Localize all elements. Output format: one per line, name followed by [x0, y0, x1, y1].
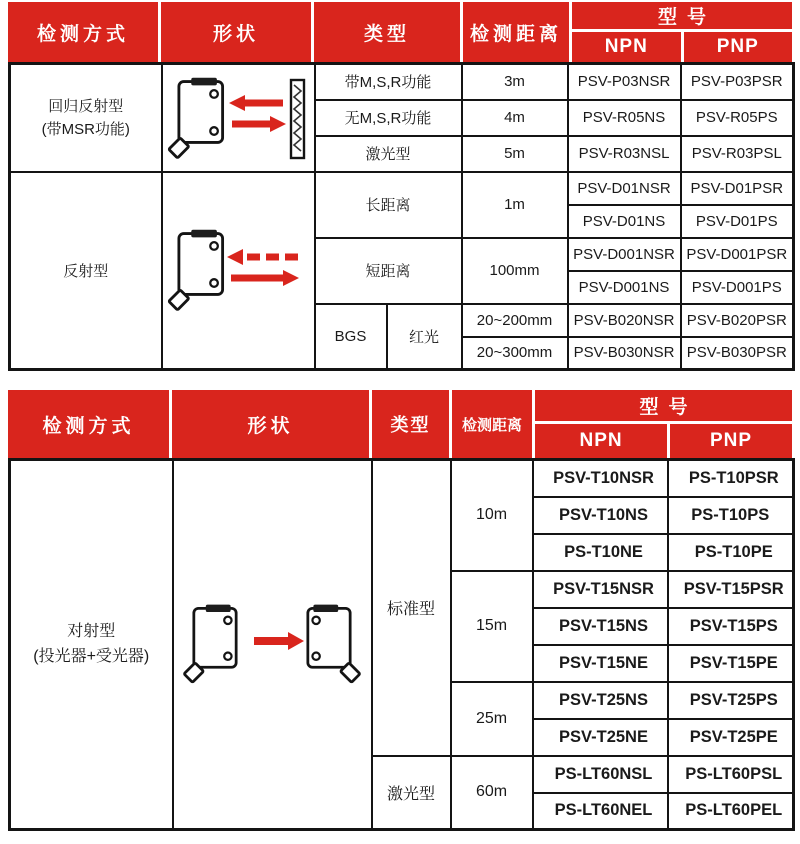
sensor-transmitter-icon	[184, 604, 236, 682]
model-pnp-cell: PS-LT60PSL	[668, 756, 794, 793]
type-bgs-cell: BGS	[315, 304, 387, 370]
model-npn-cell: PSV-D001NSR	[568, 238, 681, 271]
header-type	[372, 390, 449, 458]
sensor-icon	[169, 78, 223, 158]
model-pnp-cell: PSV-D01PS	[681, 205, 794, 238]
table1	[8, 62, 795, 371]
type-cell: 激光型	[315, 136, 462, 172]
model-npn-cell: PSV-D001NS	[568, 271, 681, 304]
header-distance	[452, 390, 532, 458]
model-pnp-cell: PSV-D01PSR	[681, 172, 794, 205]
header-model	[535, 390, 792, 458]
model-pnp-cell: PSV-B020PSR	[681, 304, 794, 337]
arrow-left-icon	[229, 95, 283, 111]
model-npn-cell: PSV-P03NSR	[568, 64, 681, 100]
model-pnp-cell: PSV-T15PE	[668, 645, 794, 682]
header-shape-label: 形状	[212, 23, 259, 45]
model-pnp-cell: PSV-T25PE	[668, 719, 794, 756]
model-pnp-cell: PSV-P03PSR	[681, 64, 794, 100]
header-method	[8, 390, 169, 458]
model-npn-cell: PSV-B020NSR	[568, 304, 681, 337]
header-model-split	[572, 29, 792, 62]
type-cell: 带M,S,R功能	[315, 64, 462, 100]
throughbeam-diagram-icon	[176, 593, 368, 697]
model-npn-cell: PSV-T10NSR	[533, 460, 668, 497]
type-cell: 短距离	[315, 238, 462, 304]
header-model-label: 型号	[639, 397, 698, 418]
header-shape	[172, 390, 369, 458]
distance-cell: 10m	[451, 460, 533, 571]
model-npn-cell: PS-LT60NSL	[533, 756, 668, 793]
arrow-right-icon	[231, 270, 299, 286]
header-distance	[463, 2, 569, 62]
header-type-label: 类型	[363, 23, 410, 45]
type-cell: 无M,S,R功能	[315, 100, 462, 136]
method-line1: 对射型	[67, 622, 116, 640]
model-pnp-cell: PS-LT60PEL	[668, 793, 794, 830]
table-row	[10, 172, 794, 205]
distance-cell: 4m	[462, 100, 568, 136]
method-cell-throughbeam	[10, 460, 173, 830]
header-method-label: 检测方式	[36, 23, 129, 45]
table2-header	[8, 390, 792, 458]
header-model	[572, 2, 792, 62]
model-npn-cell: PSV-D01NS	[568, 205, 681, 238]
table1-section	[8, 0, 792, 371]
model-pnp-cell: PSV-R03PSL	[681, 136, 794, 172]
type-standard-cell: 标准型	[372, 460, 451, 756]
method-cell-reflective: 反射型	[10, 172, 162, 370]
header-npn: NPN	[535, 424, 670, 458]
shape-cell-retroreflective	[162, 64, 315, 172]
method-line1: 回归反射型	[48, 97, 124, 115]
distance-cell: 60m	[451, 756, 533, 830]
header-model-label: 型号	[657, 7, 716, 28]
type-cell: 长距离	[315, 172, 462, 238]
distance-cell: 5m	[462, 136, 568, 172]
model-pnp-cell: PSV-R05PS	[681, 100, 794, 136]
header-method	[8, 2, 158, 62]
distance-cell: 100mm	[462, 238, 568, 304]
distance-cell: 3m	[462, 64, 568, 100]
distance-cell: 20~200mm	[462, 304, 568, 337]
model-npn-cell: PSV-T15NE	[533, 645, 668, 682]
model-pnp-cell: PSV-T15PS	[668, 608, 794, 645]
model-npn-cell: PSV-T15NS	[533, 608, 668, 645]
shape-cell-reflective	[162, 172, 315, 370]
header-shape	[161, 2, 311, 62]
table2	[8, 458, 795, 831]
method-line2: (投光器+受光器)	[33, 647, 150, 665]
type-redlight-cell: 红光	[387, 304, 462, 370]
method-line2: (带MSR功能)	[41, 120, 130, 138]
sensor-receiver-icon	[308, 604, 360, 682]
model-npn-cell: PSV-T10NS	[533, 497, 668, 534]
header-pnp: PNP	[716, 36, 759, 57]
model-npn-cell: PS-LT60NEL	[533, 793, 668, 830]
distance-cell: 15m	[451, 571, 533, 682]
model-npn-cell: PS-T10NE	[533, 534, 668, 571]
header-npn: NPN	[572, 32, 684, 62]
model-pnp-cell: PS-T10PE	[668, 534, 794, 571]
method-cell-retroreflective	[10, 64, 162, 172]
type-laser-cell: 激光型	[372, 756, 451, 830]
model-pnp-cell: PSV-B030PSR	[681, 337, 794, 370]
header-type	[314, 2, 460, 62]
model-pnp-cell: PS-T10PSR	[668, 460, 794, 497]
table-row	[10, 64, 794, 100]
model-pnp-cell: PSV-T25PS	[668, 682, 794, 719]
table1-header	[8, 2, 792, 62]
sensor-icon	[169, 230, 223, 310]
retroreflective-diagram-icon	[163, 66, 313, 170]
model-npn-cell: PSV-T25NS	[533, 682, 668, 719]
model-pnp-cell: PSV-D001PS	[681, 271, 794, 304]
model-npn-cell: PSV-B030NSR	[568, 337, 681, 370]
model-pnp-cell: PS-T10PS	[668, 497, 794, 534]
arrow-right-icon	[232, 116, 286, 132]
model-pnp-cell: PSV-T15PSR	[668, 571, 794, 608]
header-shape-label: 形状	[247, 415, 294, 437]
model-npn-cell: PSV-T15NSR	[533, 571, 668, 608]
header-type-label: 类型	[390, 415, 431, 435]
header-method-label: 检测方式	[42, 415, 135, 437]
shape-cell-throughbeam	[173, 460, 372, 830]
header-pnp: PNP	[710, 430, 753, 451]
arrow-right-icon	[254, 632, 304, 650]
reflective-diagram-icon	[163, 218, 313, 322]
table-row	[10, 460, 794, 497]
table2-section	[8, 390, 792, 831]
distance-cell: 1m	[462, 172, 568, 238]
dashed-arrow-left-icon	[227, 249, 298, 265]
reflector-icon	[291, 80, 304, 158]
distance-cell: 20~300mm	[462, 337, 568, 370]
model-npn-cell: PSV-R03NSL	[568, 136, 681, 172]
model-npn-cell: PSV-D01NSR	[568, 172, 681, 205]
header-model-split	[535, 421, 792, 458]
model-pnp-cell: PSV-D001PSR	[681, 238, 794, 271]
header-distance-label: 检测距离	[469, 23, 562, 45]
distance-cell: 25m	[451, 682, 533, 756]
model-npn-cell: PSV-T25NE	[533, 719, 668, 756]
model-npn-cell: PSV-R05NS	[568, 100, 681, 136]
header-distance-label: 检测距离	[461, 416, 522, 434]
